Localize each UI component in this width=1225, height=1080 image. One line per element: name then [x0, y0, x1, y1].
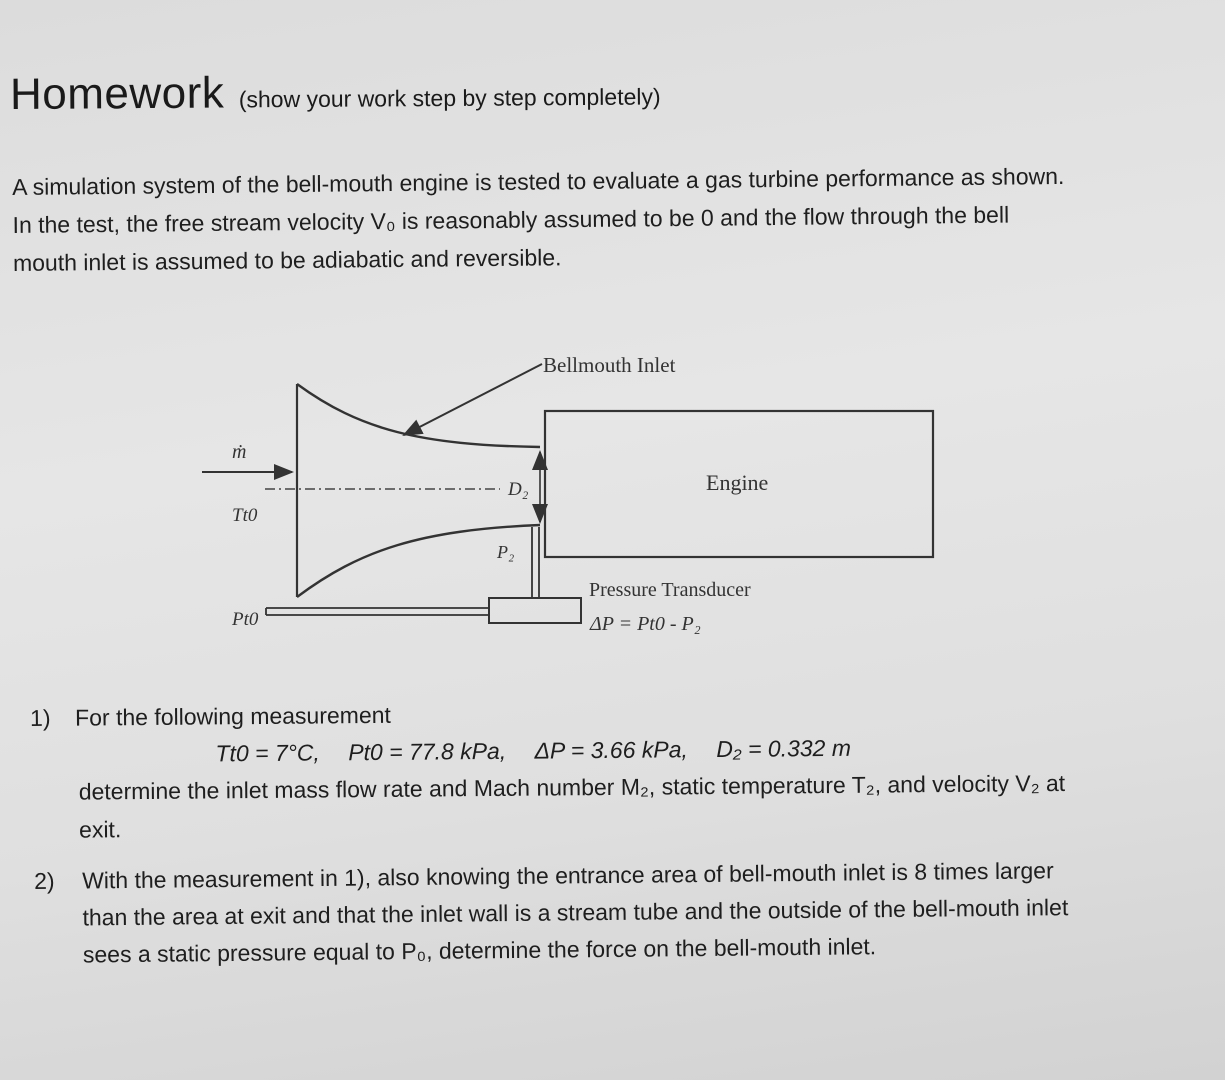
d2-label: D₂	[508, 479, 529, 500]
pt0-label: Pt0	[232, 609, 259, 630]
question-1-line-3: determine the inlet mass flow rate and Mach number M₂, static temperature T₂, and velocity V₂ at	[78, 769, 1066, 805]
measurement-d2: D₂ = 0.332 m	[716, 734, 852, 763]
measurement-delta-p: ΔP = 3.66 kPa,	[534, 736, 688, 764]
engine-label: Engine	[706, 470, 769, 495]
measurement-tt0: Tt0 = 7°C,	[215, 739, 320, 767]
question-2-line-3: sees a static pressure equal to P₀, determine the force on the bell-mouth inlet.	[82, 933, 877, 968]
bellmouth-inlet-label: Bellmouth Inlet	[543, 353, 676, 377]
question-1-measurements	[215, 735, 873, 768]
question-1-intro: For the following measurement	[74, 701, 391, 731]
question-1-line-4: exit.	[78, 816, 122, 843]
question-2-line-2: than the area at exit and that the inlet wall is a stream tube and the outside of the bell-mouth inlet	[82, 894, 1069, 931]
bellmouth-leader-arrow	[404, 364, 542, 435]
bellmouth-upper-wall	[297, 384, 540, 447]
intro-line-2: In the test, the free stream velocity V₀ is reasonably assumed to be 0 and the flow through the bell	[12, 201, 1010, 238]
question-1-number: 1)	[30, 704, 51, 731]
pressure-transducer-box	[489, 598, 581, 623]
p2-label: P₂	[497, 542, 515, 562]
title-subtitle: (show your work step by step completely)	[238, 83, 661, 113]
delta-p-label: ΔP = Pt0 - P₂	[590, 613, 701, 635]
title-text: Homework	[9, 68, 225, 119]
question-2-line-1: With the measurement in 1), also knowing the entrance area of bell-mouth inlet is 8 times larger	[81, 857, 1054, 894]
intro-line-3: mouth inlet is assumed to be adiabatic and reversible.	[12, 244, 562, 276]
mdot-label: ṁ	[232, 441, 247, 463]
question-2-number: 2)	[34, 867, 55, 894]
tt0-label: Tt0	[232, 505, 258, 526]
measurement-pt0: Pt0 = 77.8 kPa,	[348, 737, 507, 766]
pressure-transducer-label: Pressure Transducer	[589, 579, 751, 601]
intro-line-1: A simulation system of the bell-mouth engine is tested to evaluate a gas turbine performance as shown.	[12, 162, 1065, 200]
